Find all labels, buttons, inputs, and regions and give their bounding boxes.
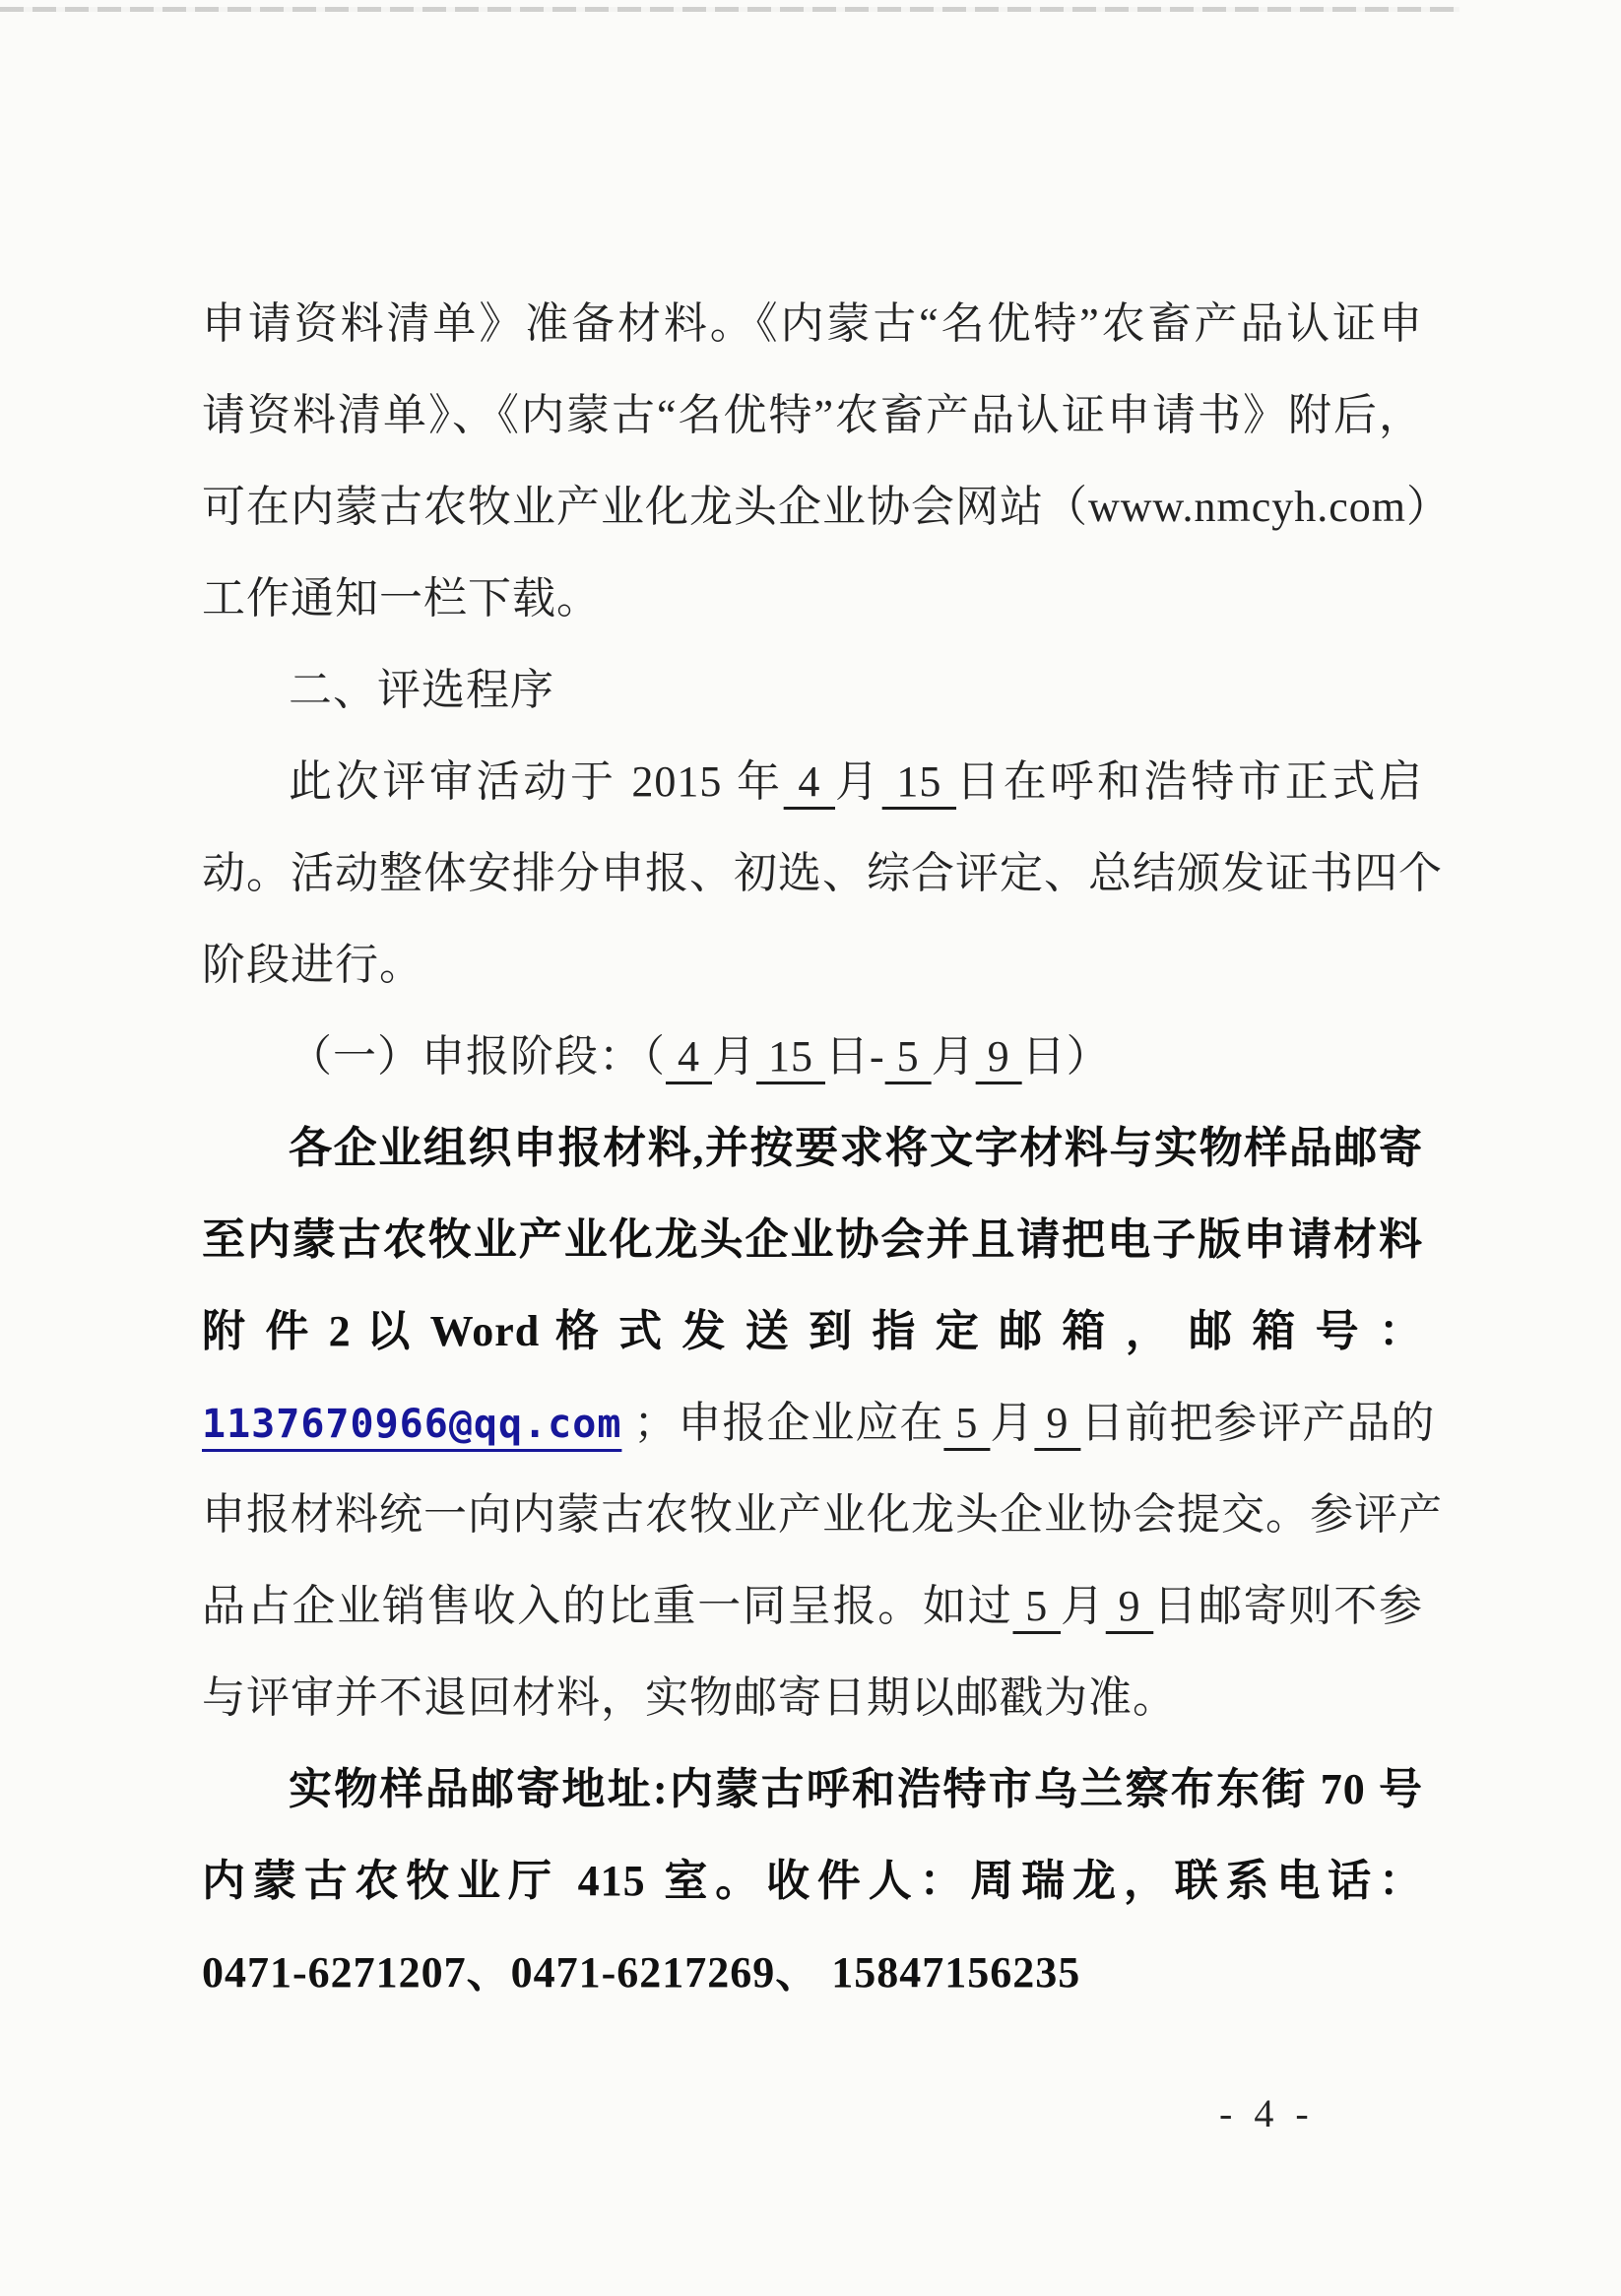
text-segment: 申请资料清单》准备材料。《内蒙古“名优特”农畜产品认证申 — [202, 299, 1423, 348]
text-segment: 请资料清单》、《内蒙古“名优特”农畜产品认证申请书》附后， — [202, 391, 1423, 439]
text-segment: 月 — [990, 1399, 1035, 1447]
blank-underline: 9 — [1105, 1582, 1154, 1630]
text-line — [202, 369, 1423, 461]
document-lines — [202, 278, 1451, 2018]
page-number: - 4 - — [1219, 2091, 1315, 2135]
blank-underline: 4 — [666, 1032, 712, 1081]
text-segment: 各企业组织申报材料,并按要求将文字材料与实物样品邮寄 — [289, 1124, 1423, 1172]
text-segment: 月 — [835, 757, 882, 806]
text-line — [202, 1743, 1423, 1835]
text-segment: 品占企业销售收入的比重一同呈报。如过 — [202, 1582, 1013, 1630]
text-line — [202, 1011, 1423, 1102]
text-segment: 日） — [1021, 1032, 1111, 1081]
text-segment: ；申报企业应在 — [621, 1399, 944, 1447]
text-line — [202, 736, 1423, 827]
text-segment: 日前把参评产品的 — [1080, 1399, 1436, 1447]
text-segment: 动。活动整体安排分申报、初选、综合评定、总结颁发证书四个 — [202, 849, 1443, 897]
text-segment: 工作通知一栏下载。 — [202, 574, 601, 623]
text-segment: 附 件 2 以 Word 格 式 发 送 到 指 定 邮 箱 ， 邮 箱 号 ： — [202, 1307, 1423, 1355]
text-line — [202, 461, 1451, 553]
text-line — [202, 1835, 1423, 1927]
text-line — [202, 553, 1423, 644]
text-segment: 内蒙古农牧业厅 415 室。收件人：周瑞龙，联系电话： — [202, 1857, 1423, 1905]
text-segment: （一）申报阶段：（ — [289, 1032, 666, 1081]
text-line — [202, 1469, 1443, 1560]
blank-underline: 9 — [1034, 1399, 1081, 1447]
text-line — [202, 1285, 1423, 1377]
text-segment: 日邮寄则不参 — [1153, 1582, 1423, 1630]
text-segment: 与评审并不退回材料，实物邮寄日期以邮戳为准。 — [202, 1673, 1177, 1722]
text-segment: 月 — [1061, 1582, 1106, 1630]
text-line — [202, 1377, 1436, 1469]
email-link: 1137670966@qq.com — [202, 1402, 622, 1447]
text-line — [202, 1102, 1423, 1194]
text-segment: 二、评选程序 — [289, 666, 554, 714]
blank-underline: 5 — [943, 1399, 991, 1447]
text-segment: 至内蒙古农牧业产业化龙头企业协会并且请把电子版申请材料 — [202, 1215, 1423, 1264]
text-line — [202, 1927, 1423, 2018]
text-segment: 月 — [931, 1032, 976, 1081]
blank-underline: 4 — [783, 757, 836, 806]
text-line — [202, 827, 1443, 919]
text-line — [202, 919, 1423, 1011]
text-segment: 可在内蒙古农牧业产业化龙头企业协会网站（www.nmcyh.com） — [202, 483, 1451, 531]
blank-underline: 9 — [975, 1032, 1022, 1081]
text-segment: 实物样品邮寄地址:内蒙古呼和浩特市乌兰察布东街 70 号 — [289, 1765, 1423, 1813]
blank-underline: 15 — [881, 757, 957, 806]
blank-underline: 15 — [756, 1032, 825, 1081]
text-line — [202, 1652, 1423, 1743]
text-line — [202, 1560, 1423, 1652]
blank-underline: 5 — [1012, 1582, 1061, 1630]
text-segment: 阶段进行。 — [202, 941, 423, 989]
scan-artifact-line — [0, 7, 1459, 12]
text-line — [202, 278, 1423, 369]
text-segment: 申报材料统一向内蒙古农牧业产业化龙头企业协会提交。参评产 — [202, 1490, 1443, 1539]
text-segment: 月 — [712, 1032, 756, 1081]
text-segment: 日- — [825, 1032, 885, 1081]
text-line — [202, 644, 1423, 736]
text-line — [202, 1194, 1423, 1285]
text-segment: 0471-6271207、0471-6217269、 15847156235 — [202, 1948, 1081, 1997]
text-segment: 此次评审活动于 2015 年 — [289, 757, 784, 806]
text-segment: 日在呼和浩特市正式启 — [956, 757, 1424, 806]
blank-underline: 5 — [884, 1032, 932, 1081]
